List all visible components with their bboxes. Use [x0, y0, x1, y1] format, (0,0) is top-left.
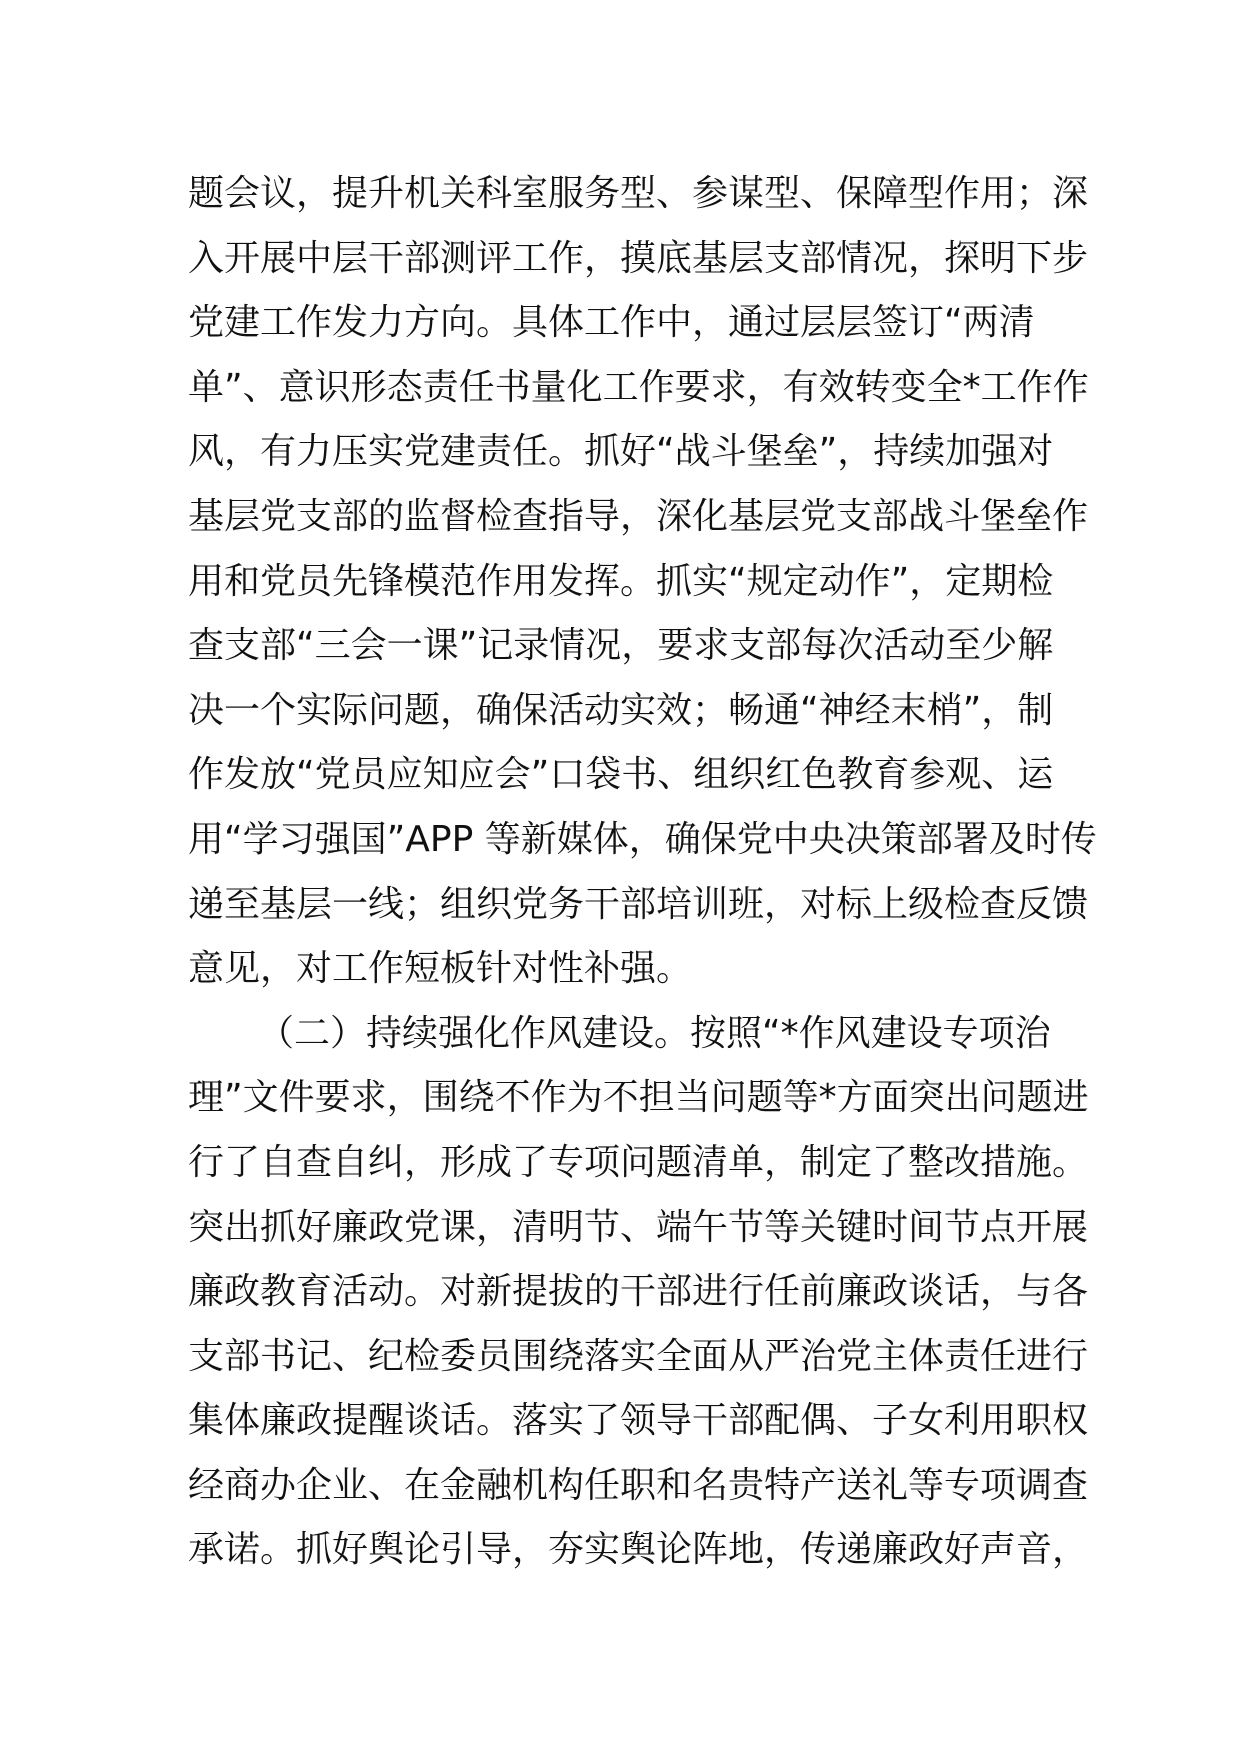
text-line: 决一个实际问题，确保活动实效；畅通“神经末梢”，制: [188, 689, 1054, 731]
text-line: 经商办企业、在金融机构任职和名贵特产送礼等专项调查: [188, 1464, 1089, 1506]
text-line: 行了自查自纠，形成了专项问题清单，制定了整改措施。: [188, 1141, 1089, 1183]
text-line: 理”文件要求，围绕不作为不担当问题等*方面突出问题进: [188, 1077, 1089, 1119]
text-line: 党建工作发力方向。具体工作中，通过层层签订“两清: [188, 302, 1035, 344]
text-line: 查支部“三会一课”记录情况，要求支部每次活动至少解: [188, 625, 1054, 667]
text-line: 风，有力压实党建责任。抓好“战斗堡垒”，持续加强对: [188, 431, 1054, 473]
text-line: 基层党支部的监督检查指导，深化基层党支部战斗堡垒作: [188, 495, 1089, 537]
text-line: 意见，对工作短板针对性补强。: [188, 948, 693, 990]
body-text: [188, 162, 1097, 1583]
text-line: 突出抓好廉政党课，清明节、端午节等关键时间节点开展: [188, 1206, 1089, 1248]
text-line: 递至基层一线；组织党务干部培训班，对标上级检查反馈: [188, 883, 1089, 925]
text-line: 支部书记、纪检委员围绕落实全面从严治党主体责任进行: [188, 1335, 1089, 1377]
text-line: 承诺。抓好舆论引导，夯实舆论阵地，传递廉政好声音，: [188, 1529, 1089, 1571]
text-line: 作发放“党员应知应会”口袋书、组织红色教育参观、运: [188, 754, 1054, 796]
text-line: 单”、意识形态责任书量化工作要求，有效转变全*工作作: [188, 366, 1089, 408]
text-line: 集体廉政提醒谈话。落实了领导干部配偶、子女利用职权: [188, 1400, 1089, 1442]
paragraph-heading-line: （二）持续强化作风建设。按照“*作风建设专项治: [258, 1012, 1051, 1054]
text-line: 用和党员先锋模范作用发挥。抓实“规定动作”，定期检: [188, 560, 1054, 602]
text-line: 廉政教育活动。对新提拔的干部进行任前廉政谈话，与各: [188, 1271, 1089, 1313]
text-line: 入开展中层干部测评工作，摸底基层支部情况，探明下步: [188, 237, 1089, 279]
text-line: 用“学习强国”APP 等新媒体，确保党中央决策部署及时传: [188, 818, 1097, 860]
text-line: 题会议，提升机关科室服务型、参谋型、保障型作用；深: [188, 173, 1089, 214]
